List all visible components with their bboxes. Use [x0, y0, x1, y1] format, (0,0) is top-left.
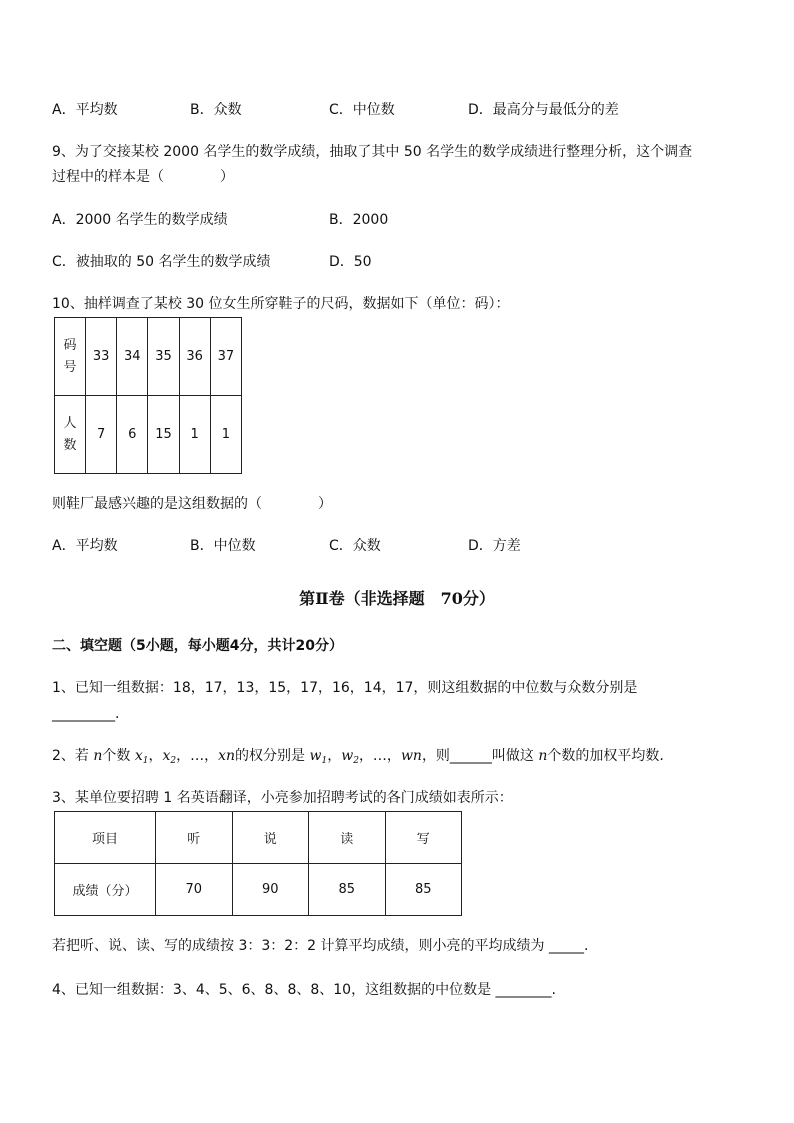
score-cell: 70: [156, 864, 233, 916]
count-cell: 1: [179, 396, 210, 474]
table-header-count: 人数: [55, 396, 86, 474]
size-cell: 35: [148, 318, 179, 396]
score-cell: 90: [232, 864, 309, 916]
size-cell: 36: [179, 318, 210, 396]
table-header: 项目: [55, 812, 156, 864]
shoe-size-table: [54, 317, 242, 474]
table-header: 读: [309, 812, 386, 864]
q8-option-a: A．平均数: [52, 102, 118, 118]
q8-option-c: C．中位数: [329, 102, 395, 118]
q9-stem-line1: 9、为了交接某校 2000 名学生的数学成绩，抽取了其中 50 名学生的数学成绩进行整理分析，这个调查: [52, 144, 693, 160]
table-header-size: 码号: [55, 318, 86, 396]
size-cell: 33: [86, 318, 117, 396]
table-header: 说: [232, 812, 309, 864]
q10-question: 则鞋厂最感兴趣的是这组数据的（ ）: [52, 496, 332, 512]
f1-line1: 1、已知一组数据：18，17，13，15，17，16，14，17，则这组数据的中位数与众数分别是: [52, 680, 638, 696]
q8-option-d: D．最高分与最低分的差: [468, 102, 619, 118]
q10-stem: 10、抽样调查了某校 30 位女生所穿鞋子的尺码，数据如下（单位：码）：: [52, 296, 510, 312]
q9-option-d: D．50: [329, 254, 372, 270]
row-label: 成绩（分）: [55, 864, 156, 916]
f3-stem: 3、某单位要招聘 1 名英语翻译，小亮参加招聘考试的各门成绩如表所示：: [52, 790, 513, 806]
count-cell: 6: [117, 396, 148, 474]
score-cell: 85: [385, 864, 462, 916]
q10-option-a: A．平均数: [52, 538, 118, 554]
size-cell: 34: [117, 318, 148, 396]
q10-option-c: C．众数: [329, 538, 381, 554]
q10-option-b: B．中位数: [190, 538, 256, 554]
q9-option-a: A．2000 名学生的数学成绩: [52, 212, 228, 228]
fill-in-part-title: 二、填空题（5小题，每小题4分，共计20分）: [52, 638, 343, 654]
f3-question: 若把听、说、读、写的成绩按 3：3：2：2 计算平均成绩，则小亮的平均成绩为 _____.: [52, 938, 589, 954]
score-cell: 85: [309, 864, 386, 916]
q9-option-b: B．2000: [329, 212, 389, 228]
size-cell: 37: [210, 318, 241, 396]
q8-option-b: B．众数: [190, 102, 242, 118]
score-table: [54, 811, 462, 916]
q9-stem-line2: 过程中的样本是（ ）: [52, 169, 234, 185]
q10-option-d: D．方差: [468, 538, 521, 554]
f2-stem: 2、若 n个数 $x_1$，$x_2$，…，xn的权分别是 $w_1$，$w_2$，…，wn，则______叫做这 n个数的加权平均数.: [52, 748, 664, 766]
count-cell: 7: [86, 396, 117, 474]
q9-option-c: C．被抽取的 50 名学生的数学成绩: [52, 254, 271, 270]
f1-line2: _________.: [52, 706, 120, 722]
table-header: 听: [156, 812, 233, 864]
count-cell: 15: [148, 396, 179, 474]
table-header: 写: [385, 812, 462, 864]
f4-stem: 4、已知一组数据：3、4、5、6、8、8、8、10，这组数据的中位数是 ________.: [52, 982, 556, 998]
section-title: 第Ⅱ卷（非选择题 70分）: [299, 589, 495, 608]
count-cell: 1: [210, 396, 241, 474]
